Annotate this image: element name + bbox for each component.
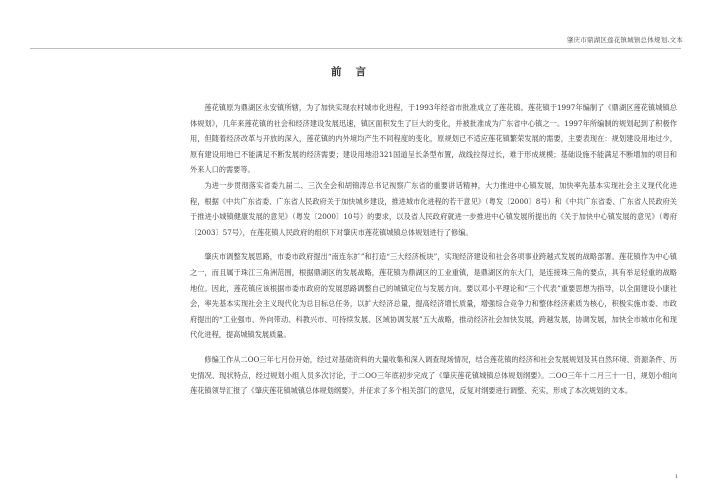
page-title: 前言 <box>331 66 380 78</box>
document-body <box>190 100 677 399</box>
paragraph-4: 修编工作从二OO三年七月份开始，经过对基础资料的大量收集和深入调查现场情况，结合莲花镇的经济和社会发展规划及其自然环境、资源条件、历史情况、现状特点，经过规划小组人员多次讨论，于二OO三年底初步完成了《肇庆莲花镇城镇总体规划纲要》。二OO三年十二月三十一日，规划小组向莲花镇领导汇报了《肇庆莲花镇城镇总体规划纲要》，并征求了多个相关部门的意见，反复对纲要进行调整、充实，形成了本次规划的文本。 <box>190 354 677 396</box>
running-header: 肇庆市鼎湖区莲花镇城镇总体规划.文本 <box>566 36 683 44</box>
paragraph-1: 莲花镇原为鼎湖区永安镇所辖，为了加快实现农村城市化进程，于1993年经省市批准成立了莲花镇。莲花镇于1997年编制了《鼎湖区莲花镇城镇总体规划》，几年来莲花镇的社会和经济建设发展迅速，镇区面积发生了巨大的变化，并被批准成为广东省中心镇之一。1997年所编制的规划起到了积极作用，但随着经济改革与开放的深入，莲花镇的内外境均产生不同程度的变化，原规划已不适应莲花镇繁荣发展的需要，主要表现在：规划建设用地过少，原有建设用地已不能满足不断发展的经济需要；建设用地沿321国道呈长条型布置，战线拉得过长，难于形成规模；基础设施不能满足不断增加的项目和外来人口的需要等。 <box>190 103 677 175</box>
paragraph-3: 肇庆市调整发展思路，市委市政府提出“南连东扩”和打造“三大经济板块”，实现经济建设和社会各项事业跨越式发展的战略部署。莲花镇作为中心镇之一，而且属于珠江三角洲范围，根据鼎湖区的发展战略，莲花镇为鼎湖区的工业重镇，是鼎湖区的东大门，是连接珠三角的要点，具有举足轻重的战略地位。因此，莲花镇应该根据市委市政府的发展思路调整自己的城镇定位与发展方向。要以邓小平理论和“三个代表”重要思想为指导，以全面建设小康社会，率先基本实现社会主义现代化为总目标总任务，以扩大经济总量，提高经济增长质量，增强综合竞争力和整体经济素质为核心，积极实施市委、市政府提出的“工业强市、外向带动、科教兴市、可持续发展、区域协调发展”五大战略，推动经济社会加快发展，跨越发展，协调发展，加快全市城市化和现代化进程，提高城镇发展质量。 <box>190 252 677 340</box>
page-number: 1 <box>674 474 678 480</box>
paragraph-2: 为进一步贯彻落实省委九届二、三次全会和胡锦涛总书记视察广东省的重要讲话精神，大力推进中心镇发展，加快率先基本实现社会主义现代化进程，根据《中共广东省委、广东省人民政府关于加快城乡建设，推进城市化进程的若干意见》（粤发〔2000〕8号）和《中共广东省委、广东省人民政府关于推进小城镇健康发展的意见》（粤发〔2000〕10号）的要求，以及省人民政府就进一步推进中心镇发展所提出的《关于加快中心镇发展的意见》（粤府〔2003〕57号），在莲花镇人民政府的组织下对肇庆市莲花镇城镇总体规划进行了修编。 <box>190 180 677 237</box>
header-divider <box>30 48 681 49</box>
